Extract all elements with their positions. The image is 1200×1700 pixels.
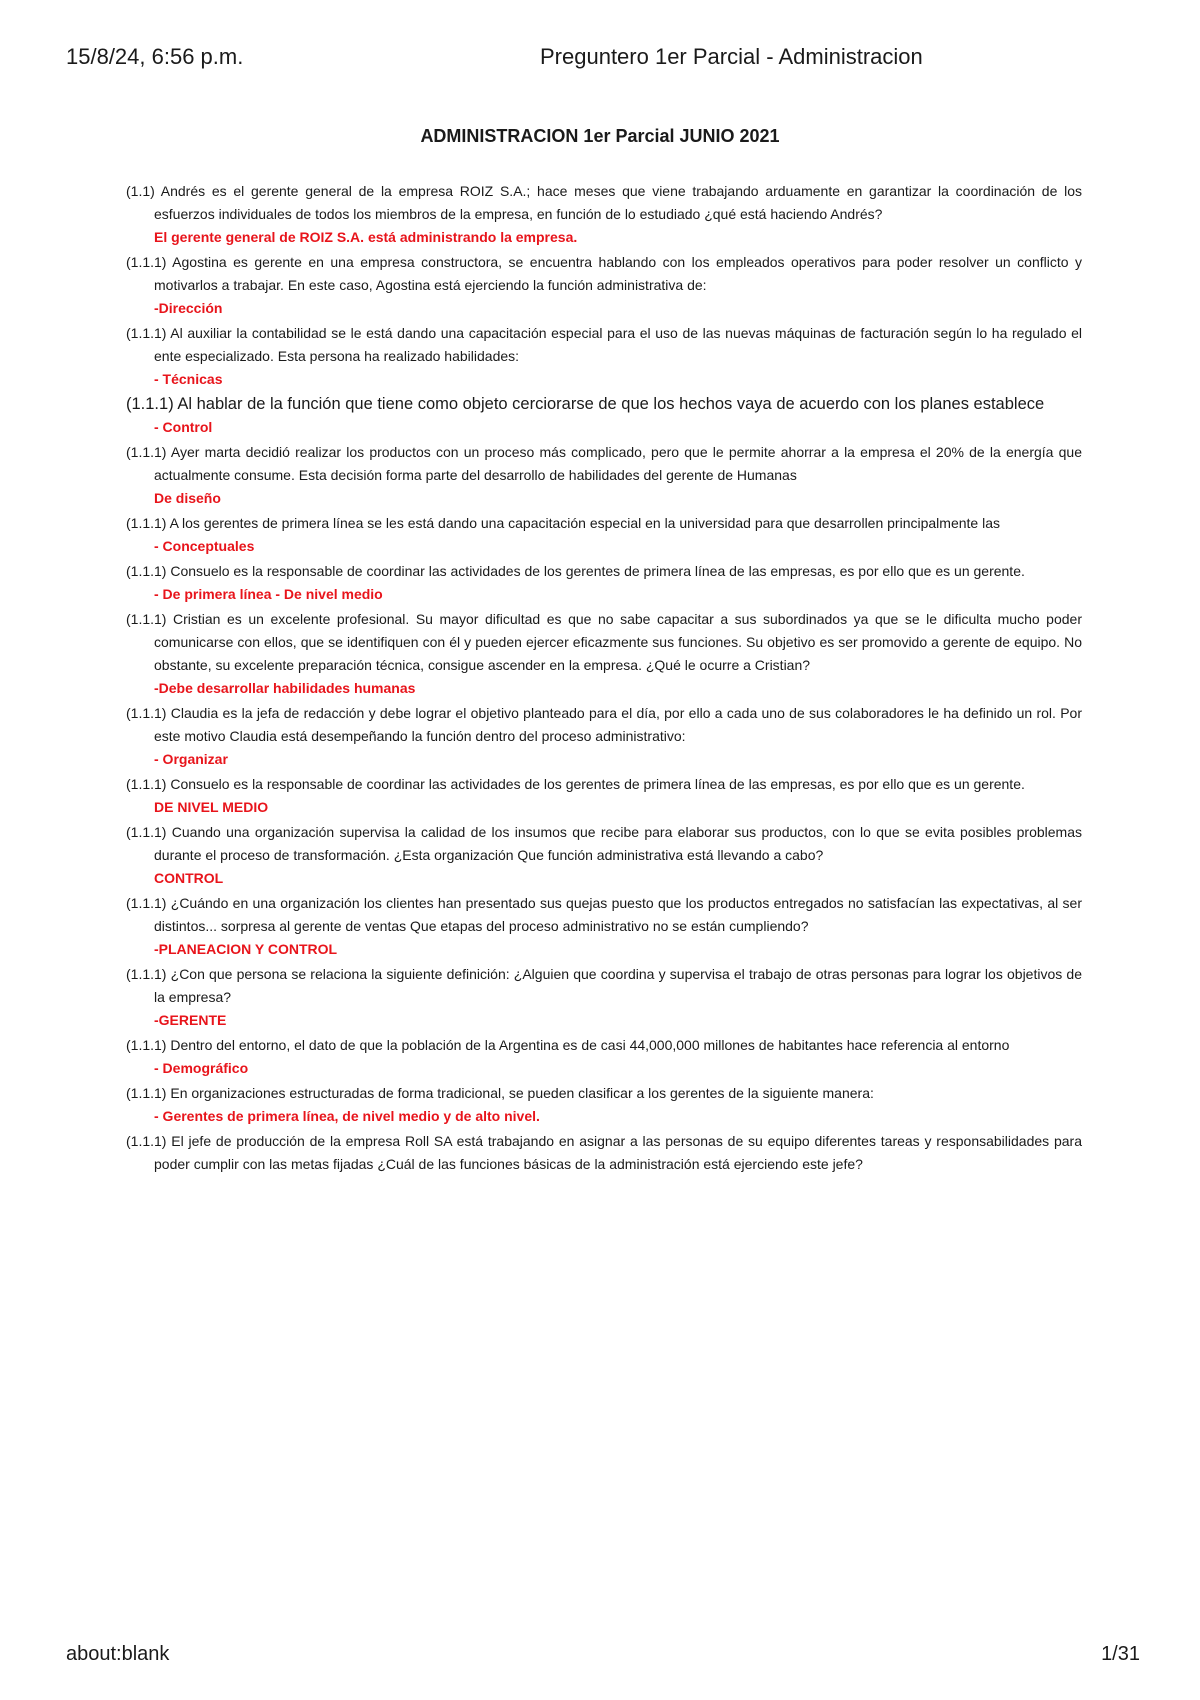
question-text: (1.1.1) Agostina es gerente en una empresa constructora, se encuentra hablando con los empleados operativos para poder resolver un conflicto y motivarlos a trabajar. En este caso, Agostina está ejerciendo la función administrativa de: [126, 254, 1082, 293]
question-item [126, 322, 1082, 390]
question-text: (1.1.1) ¿Cuándo en una organización los clientes han presentado sus quejas puesto que los productos entregados no satisfacían las expectativas, al ser distintos... sorpresa al gerente de ventas Que etapas del proceso administrativo no se están cumpliendo? [126, 895, 1082, 934]
question-text: (1.1.1) Cristian es un excelente profesional. Su mayor dificultad es que no sabe capacitar a sus subordinados ya que se le dificulta mucho poder comunicarse con ellos, que se identifiquen con él y pueden ejercer eficazmente sus funciones. Su objetivo es ser promovido a gerente de equipo. No obstante, su excelente preparación técnica, consigue ascender en la empresa. ¿Qué le ocurre a Cristian? [126, 611, 1082, 673]
print-url: about:blank [66, 1643, 170, 1665]
question-text: (1.1.1) ¿Con que persona se relaciona la siguiente definición: ¿Alguien que coordina y supervisa el trabajo de otras personas para lograr los objetivos de la empresa? [126, 966, 1082, 1005]
question-item [126, 821, 1082, 889]
question-item [126, 560, 1082, 605]
answer-text: - De primera línea - De nivel medio [154, 586, 383, 602]
answer-text: - Gerentes de primera línea, de nivel medio y de alto nivel. [154, 1108, 540, 1124]
question-text: (1.1.1) Cuando una organización supervisa la calidad de los insumos que recibe para elaborar sus productos, con lo que se evita posibles problemas durante el proceso de transformación. ¿Esta organización Que función administrativa está llevando a cabo? [126, 824, 1082, 863]
page-title: ADMINISTRACION 1er Parcial JUNIO 2021 [420, 126, 780, 146]
question-text: (1.1) Andrés es el gerente general de la empresa ROIZ S.A.; hace meses que viene trabajando arduamente en garantizar la coordinación de los esfuerzos individuales de todos los miembros de la empresa, en función de lo estudiado ¿qué está haciendo Andrés? [126, 183, 1082, 222]
answer-text: - Demográfico [154, 1060, 249, 1076]
question-item [126, 1034, 1082, 1079]
question-text: (1.1.1) En organizaciones estructuradas de forma tradicional, se pueden clasificar a los gerentes de la siguiente manera: [126, 1085, 874, 1101]
print-document-title: Preguntero 1er Parcial - Administracion [540, 44, 923, 69]
question-text: (1.1.1) El jefe de producción de la empresa Roll SA está trabajando en asignar a las personas de su equipo diferentes tareas y responsabilidades para poder cumplir con las metas fijadas ¿Cuál de las funciones básicas de la administración está ejerciendo este jefe? [126, 1133, 1082, 1172]
question-item [126, 608, 1082, 699]
answer-text: - Conceptuales [154, 538, 255, 554]
answer-text: El gerente general de ROIZ S.A. está administrando la empresa. [154, 229, 578, 245]
answer-text: - Organizar [154, 751, 228, 767]
question-item [126, 963, 1082, 1031]
question-text: (1.1.1) Al auxiliar la contabilidad se le está dando una capacitación especial para el uso de las nuevas máquinas de facturación según lo ha regulado el ente especializado. Esta persona ha realizado habilidades: [126, 325, 1082, 364]
question-text: (1.1.1) Al hablar de la función que tiene como objeto cerciorarse de que los hechos vaya de acuerdo con los planes establece [126, 395, 1045, 413]
question-text: (1.1.1) A los gerentes de primera línea se les está dando una capacitación especial en la universidad para que desarrollen principalmente las [126, 515, 1000, 531]
answer-text: CONTROL [154, 870, 224, 886]
answer-text: -GERENTE [154, 1012, 227, 1028]
question-item [126, 441, 1082, 509]
question-item [126, 393, 1082, 438]
question-item [126, 1130, 1082, 1176]
question-list [126, 180, 1082, 1179]
answer-text: De diseño [154, 490, 221, 506]
page-number: 1/31 [1101, 1643, 1140, 1665]
answer-text: - Técnicas [154, 371, 223, 387]
question-text: (1.1.1) Claudia es la jefa de redacción y debe lograr el objetivo planteado para el día, por ello a cada uno de sus colaboradores le ha definido un rol. Por este motivo Claudia está desempeñando la función dentro del proceso administrativo: [126, 705, 1082, 744]
question-item [126, 702, 1082, 770]
question-item [126, 251, 1082, 319]
answer-text: DE NIVEL MEDIO [154, 799, 269, 815]
answer-text: - Control [154, 419, 213, 435]
question-item [126, 1082, 1082, 1127]
question-text: (1.1.1) Dentro del entorno, el dato de que la población de la Argentina es de casi 44,000,000 millones de habitantes hace referencia al entorno [126, 1037, 1010, 1053]
question-text: (1.1.1) Consuelo es la responsable de coordinar las actividades de los gerentes de primera línea de las empresas, es por ello que es un gerente. [126, 776, 1025, 792]
answer-text: -PLANEACION Y CONTROL [154, 941, 338, 957]
question-text: (1.1.1) Ayer marta decidió realizar los productos con un proceso más complicado, pero que le permite ahorrar a la empresa el 20% de la energía que actualmente consume. Esta decisión forma parte del desarrollo de habilidades del gerente de Humanas [126, 444, 1082, 483]
question-item [126, 773, 1082, 818]
question-text: (1.1.1) Consuelo es la responsable de coordinar las actividades de los gerentes de primera línea de las empresas, es por ello que es un gerente. [126, 563, 1025, 579]
question-item [126, 512, 1082, 557]
answer-text: -Dirección [154, 300, 223, 316]
print-datetime: 15/8/24, 6:56 p.m. [66, 44, 244, 69]
question-item [126, 180, 1082, 248]
question-item [126, 892, 1082, 960]
answer-text: -Debe desarrollar habilidades humanas [154, 680, 416, 696]
